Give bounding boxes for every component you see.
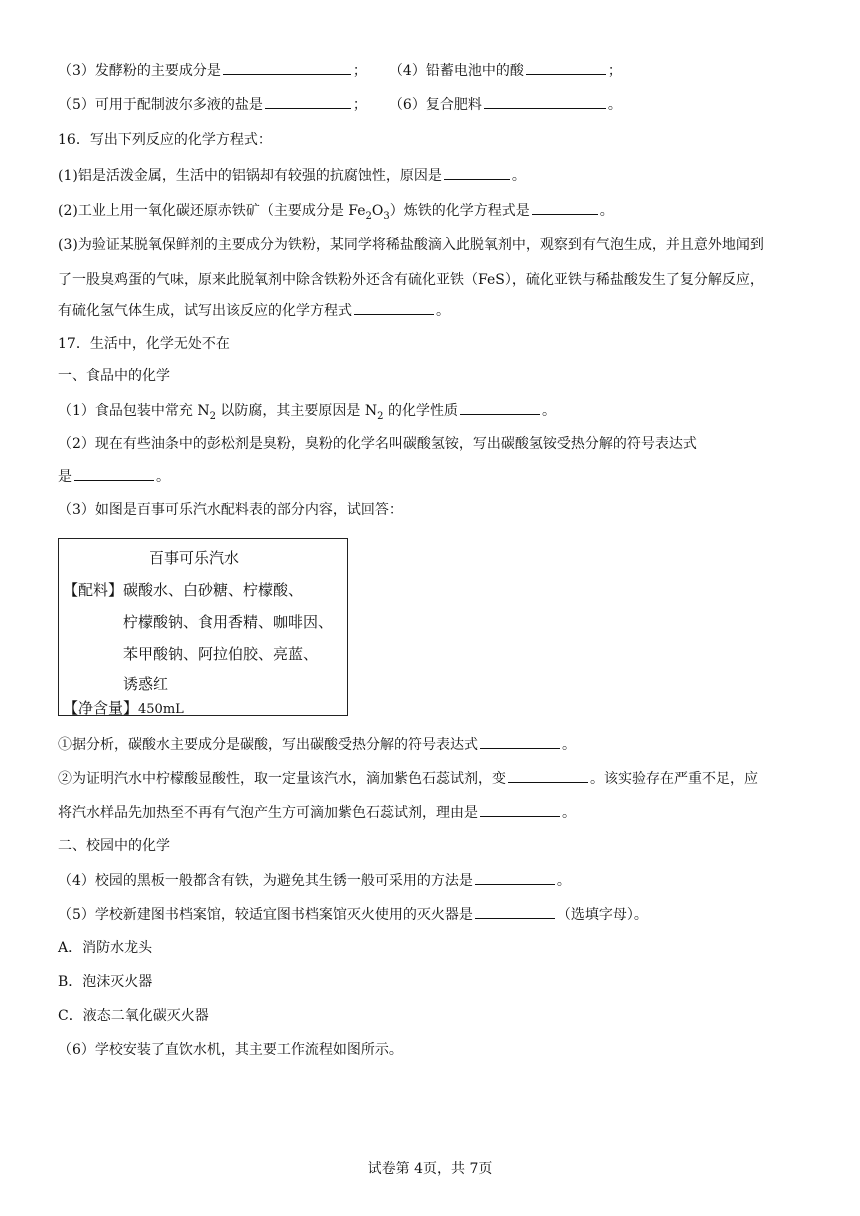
- answer-blank: [460, 400, 540, 415]
- q17-sub5: （5）学校新建图书档案馆，较适宜图书档案馆灭火使用的灭火器是 （选填字母）。: [58, 904, 648, 925]
- page-footer: 试卷第 4页，共 7页: [367, 1161, 493, 1177]
- q16-part2: (2)工业上用一氧化碳还原赤铁矿（主要成分是 $Fe_2O_3$）炼铁的化学方程式是 。: [58, 200, 614, 221]
- answer-blank: [475, 904, 555, 919]
- option-c: C．液态二氧化碳灭火器: [58, 1008, 209, 1024]
- q17-item2-line1: ②为证明汽水中柠檬酸显酸性，取一定量该汽水，滴加紫色石蕊试剂，变 。该实验存在严重不足，应: [58, 768, 758, 789]
- answer-blank: [480, 802, 560, 817]
- label-row: 诱惑红: [123, 675, 169, 693]
- q17-sub6: （6）学校安装了直饮水机，其主要工作流程如图所示。: [58, 1042, 403, 1058]
- answer-blank: [223, 60, 351, 75]
- q15-line-5-6: （5）可用于配制波尔多液的盐是 ； （6）复合肥料 。: [58, 94, 622, 115]
- q17-sub3: （3）如图是百事可乐汽水配料表的部分内容，试回答：: [58, 502, 403, 518]
- answer-blank: [265, 94, 351, 109]
- q17-sub4: （4）校园的黑板一般都含有铁，为避免其生锈一般可采用的方法是 。: [58, 870, 571, 891]
- option-b: B．泡沫灭火器: [58, 974, 153, 990]
- pepsi-ingredient-label: [58, 538, 348, 716]
- q16-part3-line2: 了一股臭鸡蛋的气味，原来此脱氧剂中除含铁粉外还含有硫化亚铁（FeS），硫化亚铁与稀盐酸发生了复分解反应，: [58, 272, 764, 288]
- label-row: 柠檬酸钠、食用香精、咖啡因、: [123, 613, 334, 631]
- q17-sub2-line1: （2）现在有些油条中的彭松剂是臭粉，臭粉的化学名叫碳酸氢铵，写出碳酸氢铵受热分解的符号表达式: [58, 436, 697, 452]
- q16-title: 16．写出下列反应的化学方程式：: [58, 132, 272, 148]
- answer-blank: [484, 94, 606, 109]
- q15-line-3-4: （3）发酵粉的主要成分是 ； （4）铅蓄电池中的酸 ；: [58, 60, 622, 81]
- q17-section2-heading: 二、校园中的化学: [58, 838, 170, 854]
- q17-section1-heading: 一、食品中的化学: [58, 368, 170, 384]
- answer-blank: [444, 165, 510, 180]
- q17-item1: ①据分析，碳酸水主要成分是碳酸，写出碳酸受热分解的符号表达式 。: [58, 734, 576, 755]
- q17-sub2-line2: 是 。: [58, 466, 170, 487]
- label-row: 【配料】碳酸水、白砂糖、柠檬酸、: [63, 581, 304, 599]
- answer-blank: [532, 200, 598, 215]
- label-row: 苯甲酸钠、阿拉伯胶、亮蓝、: [123, 645, 319, 663]
- label-title: 百事可乐汽水: [149, 549, 240, 567]
- answer-blank: [475, 870, 555, 885]
- q17-sub1: （1）食品包装中常充 $N_2$ 以防腐，其主要原因是 $N_2$ 的化学性质 。: [58, 400, 556, 421]
- q17-item2-line2: 将汽水样品先加热至不再有气泡产生方可滴加紫色石蕊试剂，理由是 。: [58, 802, 576, 823]
- q16-part3-line3: 有硫化氢气体生成，试写出该反应的化学方程式 。: [58, 300, 450, 321]
- answer-blank: [508, 768, 588, 783]
- q17-title: 17．生活中，化学无处不在: [58, 336, 230, 352]
- answer-blank: [480, 734, 560, 749]
- label-row-net-content: 【净含量】450mL: [63, 699, 184, 717]
- q16-part1: (1)铝是活泼金属，生活中的铝锅却有较强的抗腐蚀性，原因是 。: [58, 165, 526, 186]
- answer-blank: [354, 300, 434, 315]
- q16-part3-line1: (3)为验证某脱氧保鲜剂的主要成分为铁粉，某同学将稀盐酸滴入此脱氧剂中，观察到有气泡生成，并且意外地闻到: [58, 237, 764, 253]
- option-a: A．消防水龙头: [58, 940, 153, 956]
- answer-blank: [74, 466, 154, 481]
- answer-blank: [526, 60, 606, 75]
